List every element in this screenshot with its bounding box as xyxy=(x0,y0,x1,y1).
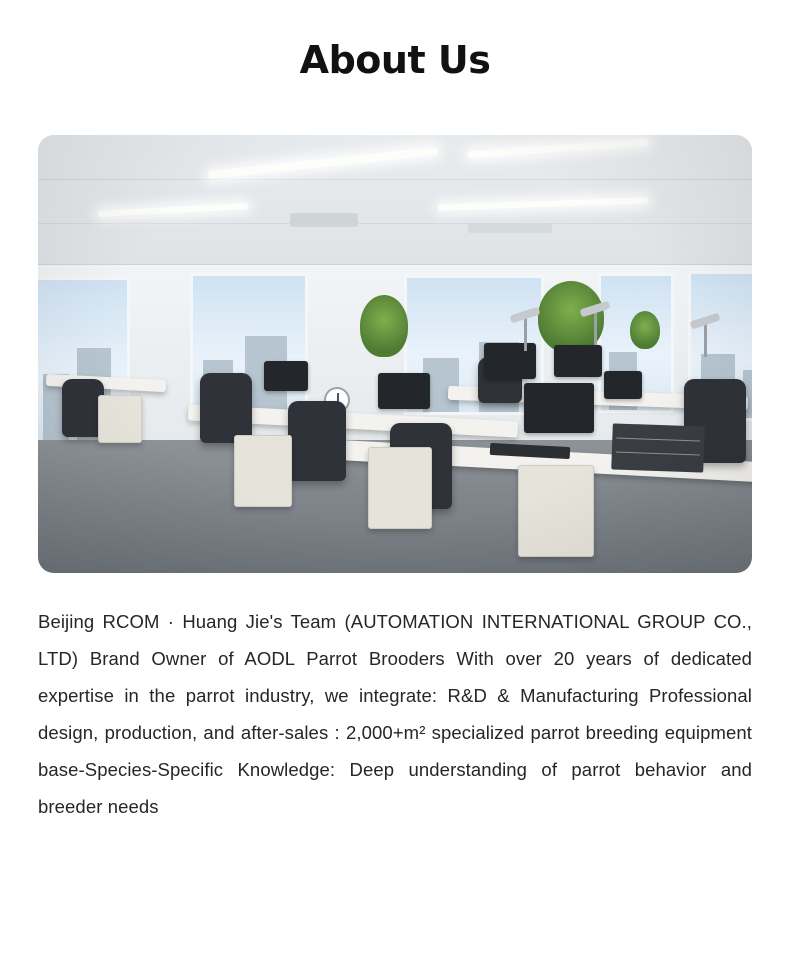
office-interior-photo xyxy=(38,135,752,573)
hero-image xyxy=(38,135,752,573)
photo-vignette xyxy=(38,135,752,573)
page-title: About Us xyxy=(299,38,491,82)
about-us-body-text: Beijing RCOM · Huang Jie's Team (AUTOMATION INTERNATIONAL GROUP CO., LTD) Brand Owner of AODL Parrot Brooders With over 20 years of dedicated expertise in the parrot industry, we integrate: R&D & Manufacturing Professional design, production, and after-sales : 2,000+m² specialized parrot breeding equipment base-Species-Specific Knowledge: Deep understanding of parrot behavior and breeder needs xyxy=(38,611,752,817)
